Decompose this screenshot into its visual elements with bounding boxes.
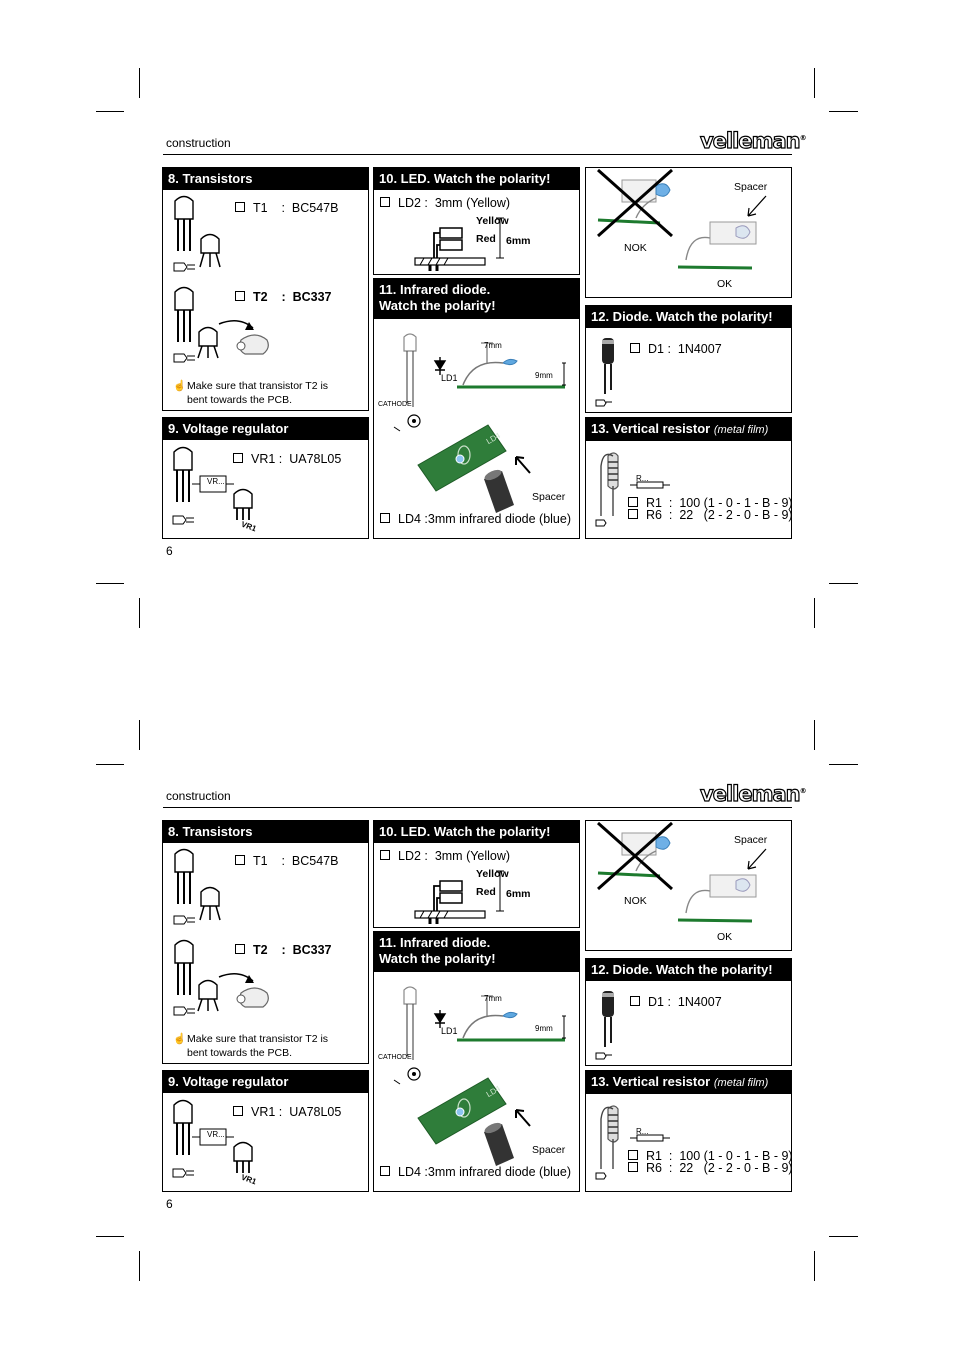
checkbox-icon: [628, 1150, 638, 1160]
checkbox-icon: [380, 850, 390, 860]
spacer-label: Spacer: [532, 491, 566, 503]
regulator-drawing: [168, 444, 278, 536]
checklist-d1: D1 : 1N4007: [630, 342, 722, 356]
note-line-1: Make sure that transistor T2 is: [187, 1033, 329, 1045]
crop-mark: [139, 598, 140, 628]
checklist-ld4: LD4 :3mm infrared diode (blue): [380, 512, 571, 526]
header-rule: [163, 807, 792, 808]
crop-mark: [814, 1251, 815, 1281]
ok-label: OK: [717, 931, 733, 943]
header-rule: [163, 154, 792, 155]
checkbox-icon: [380, 513, 390, 523]
r-label: R...: [636, 1127, 649, 1136]
9mm-label: 9mm: [535, 371, 553, 380]
hand-icon: ☝: [173, 380, 187, 392]
checklist-t2: T2 : BC337: [235, 943, 332, 957]
red-label: Red: [476, 886, 496, 898]
crop-mark: [96, 1236, 124, 1237]
transistor-t2-drawing: [169, 937, 289, 1027]
6mm-label: 6mm: [506, 888, 531, 900]
checkbox-icon: [380, 1166, 390, 1176]
nok-label: NOK: [624, 242, 647, 254]
panel-title: 10. LED. Watch the polarity!: [374, 168, 579, 190]
crop-mark: [814, 598, 815, 628]
transistor-t1-drawing: [169, 846, 289, 936]
diode-drawing: [592, 985, 632, 1065]
crop-mark: [96, 583, 124, 584]
red-label: Red: [476, 233, 496, 245]
crop-mark: [829, 583, 858, 584]
note-line-1: Make sure that transistor T2 is: [187, 380, 329, 392]
panel-infrared-diode: [373, 931, 580, 1192]
panel-title: 10. LED. Watch the polarity!: [374, 821, 579, 843]
panel-diode: [585, 958, 792, 1066]
hand-icon: ☝: [173, 1033, 187, 1045]
spacer-label: Spacer: [532, 1144, 566, 1156]
panel-vertical-resistor: [585, 417, 792, 539]
transistor-t2-drawing: [169, 284, 289, 374]
6mm-label: 6mm: [506, 235, 531, 247]
cathode-label: CATHODE: [378, 401, 412, 408]
title-line-2: Watch the polarity!: [379, 951, 496, 966]
regulator-drawing: [168, 1097, 278, 1189]
9mm-label: 9mm: [535, 1024, 553, 1033]
spacer-label: Spacer: [734, 834, 768, 846]
panel-title: [374, 932, 579, 972]
page-number: 6: [166, 1197, 173, 1211]
panel-transistors: [162, 167, 369, 411]
checklist-d1: D1 : 1N4007: [630, 995, 722, 1009]
panel-transistors: [162, 820, 369, 1064]
nok-label: NOK: [624, 895, 647, 907]
panel-voltage-regulator: [162, 1070, 369, 1192]
title-line-1: 11. Infrared diode.: [379, 282, 491, 297]
cathode-label: CATHODE: [378, 1054, 412, 1061]
r-label: R...: [636, 474, 649, 483]
checklist-ld2: LD2 : 3mm (Yellow): [380, 849, 510, 863]
ok-label: OK: [717, 278, 733, 290]
panel-led: [373, 167, 580, 275]
panel-diode: [585, 305, 792, 413]
checklist-r6: R6 : 22 (2 - 2 - 0 - B - 9): [628, 1161, 793, 1175]
vr-label: VR...: [207, 1130, 225, 1139]
panel-title: 8. Transistors: [163, 821, 368, 843]
checklist-r1: R1 : 100 (1 - 0 - 1 - B - 9): [628, 1149, 793, 1163]
checkbox-icon: [628, 1162, 638, 1172]
checklist-r6: R6 : 22 (2 - 2 - 0 - B - 9): [628, 508, 793, 522]
panel-title: 13. Vertical resistor (metal film): [586, 418, 791, 441]
checklist-t2: T2 : BC337: [235, 290, 332, 304]
panel-led: [373, 820, 580, 928]
panel-title: 9. Voltage regulator: [163, 1071, 368, 1093]
panel-title: 12. Diode. Watch the polarity!: [586, 959, 791, 981]
note-line-2: bent towards the PCB.: [187, 1047, 293, 1059]
checklist-vr1: VR1 : UA78L05: [233, 1105, 341, 1119]
manual-page-top: [0, 0, 954, 558]
yellow-label: Yellow: [476, 215, 509, 227]
crop-mark: [139, 1251, 140, 1281]
yellow-label: Yellow: [476, 868, 509, 880]
panel-infrared-diode: [373, 278, 580, 539]
spacer-label: Spacer: [734, 181, 768, 193]
checkbox-icon: [380, 197, 390, 207]
7mm-label: 7mm: [484, 341, 502, 350]
checkbox-icon: [628, 509, 638, 519]
crop-mark: [829, 1236, 858, 1237]
velleman-logo: velleman®: [700, 782, 806, 806]
7mm-label: 7mm: [484, 994, 502, 1003]
checkbox-icon: [628, 497, 638, 507]
diode-drawing: [592, 332, 632, 412]
note-line-2: bent towards the PCB.: [187, 394, 293, 406]
panel-voltage-regulator: [162, 417, 369, 539]
section-label: construction: [166, 789, 231, 803]
panel-title: [374, 279, 579, 319]
checklist-ld2: LD2 : 3mm (Yellow): [380, 196, 510, 210]
panel-title: 12. Diode. Watch the polarity!: [586, 306, 791, 328]
checklist-vr1: VR1 : UA78L05: [233, 452, 341, 466]
ld4-pcb-label: LD4: [484, 1083, 502, 1100]
panel-title: 8. Transistors: [163, 168, 368, 190]
title-line-1: 11. Infrared diode.: [379, 935, 491, 950]
manual-page-bottom: [0, 653, 954, 1211]
panel-title: 9. Voltage regulator: [163, 418, 368, 440]
panel-spacer: [585, 820, 792, 951]
vr-label: VR...: [207, 477, 225, 486]
velleman-logo: velleman®: [700, 129, 806, 153]
ld1-label: LD1: [441, 1026, 458, 1036]
ld1-label: LD1: [441, 373, 458, 383]
checklist-ld4: LD4 :3mm infrared diode (blue): [380, 1165, 571, 1179]
page-number: 6: [166, 544, 173, 558]
transistor-t1-drawing: [169, 193, 289, 283]
section-label: construction: [166, 136, 231, 150]
panel-vertical-resistor: [585, 1070, 792, 1192]
checklist-t1: T1 : BC547B: [235, 854, 338, 868]
ld4-pcb-label: LD4: [484, 430, 502, 447]
panel-title: 13. Vertical resistor (metal film): [586, 1071, 791, 1094]
checklist-r1: R1 : 100 (1 - 0 - 1 - B - 9): [628, 496, 793, 510]
title-line-2: Watch the polarity!: [379, 298, 496, 313]
panel-spacer: [585, 167, 792, 298]
checklist-t1: T1 : BC547B: [235, 201, 338, 215]
vr1-pcb-label: VR1: [239, 519, 258, 534]
vr1-pcb-label: VR1: [239, 1172, 258, 1187]
